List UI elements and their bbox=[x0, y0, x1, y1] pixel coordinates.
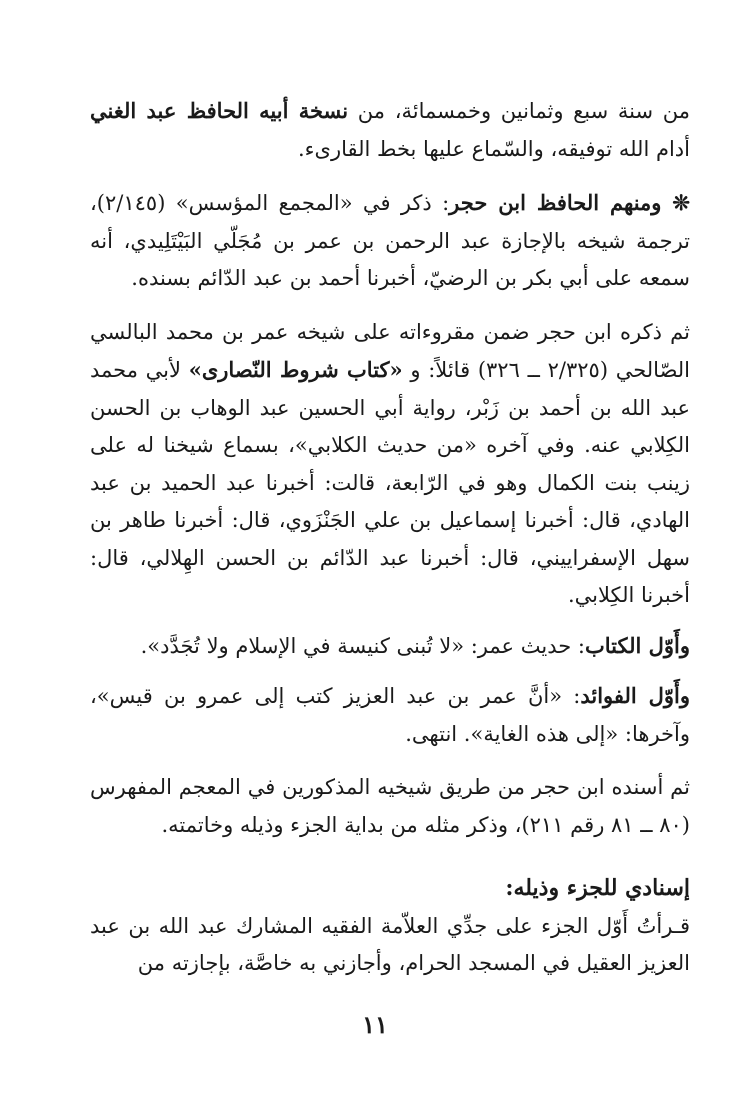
paragraph-6 bbox=[90, 769, 690, 844]
text-run-bold: وأَوّل الكتاب bbox=[584, 632, 690, 658]
text-run: ثم ذكره ابن حجر ضمن مقروءاته على شيخه عمر بن محمد البالسي الصّالحي (٢/٣٢٥ ــ ٣٢٦) قائلاً: و bbox=[90, 319, 691, 382]
section-heading: إسنادي للجزء وذيله: bbox=[505, 875, 690, 901]
paragraph-1 bbox=[90, 92, 690, 168]
paragraph-final: قـرأتُ أَوّل الجزء على جدِّي العلاّمة الفقيه المشارك عبد الله بن عبد العزيز العقيل في المسجد الحرام، وأجازني به خاصَّة، بإجازته من bbox=[90, 913, 690, 975]
paragraph-2 bbox=[90, 184, 690, 298]
text-run: من سنة سبع وثمانين وخمسمائة، من bbox=[348, 99, 690, 123]
text-run: لأبي محمد عبد الله بن أحمد بن زَبْر، رواية أبي الحسين عبد الوهاب بن الحسن الكِلابي عنه. وفي آخره «من حديث الكلابي»، بسماع شيخنا له على زينب بنت الكمال وهو في الرّابعة، قالت: أخبرنا عبد الحميد بن عبد الهادي، قال: أخبرنا إسماعيل بن علي الجَنْزَوي، قال: أخبرنا طاهر بن سهل الإسفراييني، قال: أخبرنا عبد الدّائم بن الحسن الهِلالي، قال: أخبرنا الكِلابي. bbox=[90, 358, 690, 607]
text-run-bold: نسخة أبيه الحافظ عبد الغني bbox=[90, 98, 349, 123]
page-body bbox=[90, 92, 690, 983]
text-run-bold: وأَوّل الفوائد bbox=[580, 683, 690, 708]
text-run: أدام الله توفيقه، والسّماع عليها بخط القارىء. bbox=[297, 136, 690, 161]
paragraph-3 bbox=[90, 314, 690, 615]
page-number: ١١ bbox=[362, 1010, 388, 1039]
paragraph-5 bbox=[90, 677, 690, 753]
text-run: : حديث عمر: «لا تُبنى كنيسة في الإسلام ولا تُجَدَّد». bbox=[140, 633, 585, 658]
text-run-bold: «كتاب شروط النّصارى» bbox=[188, 357, 403, 382]
text-run: ثم أسنده ابن حجر من طريق شيخيه المذكورين في المعجم المفهرس (٨٠ ــ ٨١ رقم ٢١١)، وذكر مثله من بداية الجزء وذيله وخاتمته. bbox=[90, 775, 690, 837]
text-run: : ذكر في «المجمع المؤسس» (٢/١٤٥)، ترجمة شيخه بالإجازة عبد الرحمن بن عمر بن مُجَلّي البَيْتَلِيدي، أنه سمعه على أبي بكر بن الرضيّ، أخبرنا أحمد بن عبد الدّائم بسنده. bbox=[90, 191, 690, 290]
text-run-bold: ❊ ومنهم الحافظ ابن حجر bbox=[449, 190, 691, 215]
text-run: : «أنَّ عمر بن عبد العزيز كتب إلى عمرو بن قيس»، وآخرها: «إلى هذه الغاية». انتهى. bbox=[90, 684, 690, 746]
paragraph-4 bbox=[90, 627, 690, 666]
